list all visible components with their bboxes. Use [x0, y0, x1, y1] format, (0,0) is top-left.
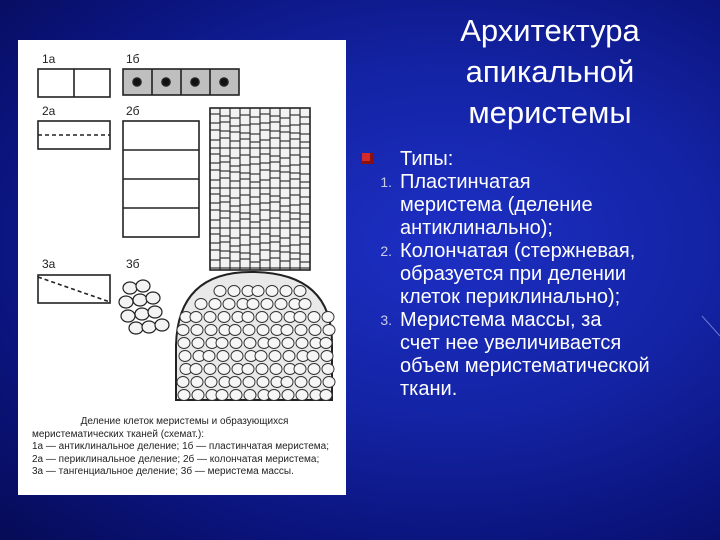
item-line: клеток периклинально); [400, 286, 621, 308]
item-line: Пластинчатая [400, 171, 531, 193]
caption-line: 2а — периклинальное деление; 2б — колончатая меристема; [32, 453, 320, 465]
item-line: объем меристематической [400, 355, 650, 377]
item-line: Меристема массы, за [400, 309, 602, 331]
caption-line: Деление клеток меристемы и образующихся [80, 416, 289, 427]
item-line: счет нее увеличивается [400, 332, 622, 354]
title-line: Архитектура [460, 13, 640, 48]
item-line: меристема (деление [400, 194, 593, 216]
title-line: меристемы [468, 95, 632, 130]
item-line: антиклинально); [400, 217, 553, 239]
label-3b: 3б [126, 257, 140, 271]
item-line: Колончатая (стержневая, [400, 240, 636, 262]
label-3a: 3а [42, 257, 56, 271]
item-line: образуется при делении [400, 263, 627, 285]
intro-text: Типы: [400, 148, 454, 170]
item-line: ткани. [400, 378, 458, 400]
item-number: 3. [380, 312, 392, 328]
caption-line: 3а — тангенциальное деление; 3б — меристема массы. [32, 466, 294, 477]
label-1b: 1б [126, 52, 140, 66]
label-1a: 1а [42, 52, 56, 66]
item-number: 2. [380, 243, 392, 259]
label-2b: 2б [126, 104, 140, 118]
caption-line: меристематических тканей (схемат.): [32, 428, 205, 440]
caption-line: 1а — антиклинальное деление; 1б — пластинчатая меристема; [32, 441, 330, 452]
item-number: 1. [380, 174, 392, 190]
label-2a: 2а [42, 104, 56, 118]
title-line: апикальной [465, 54, 635, 89]
